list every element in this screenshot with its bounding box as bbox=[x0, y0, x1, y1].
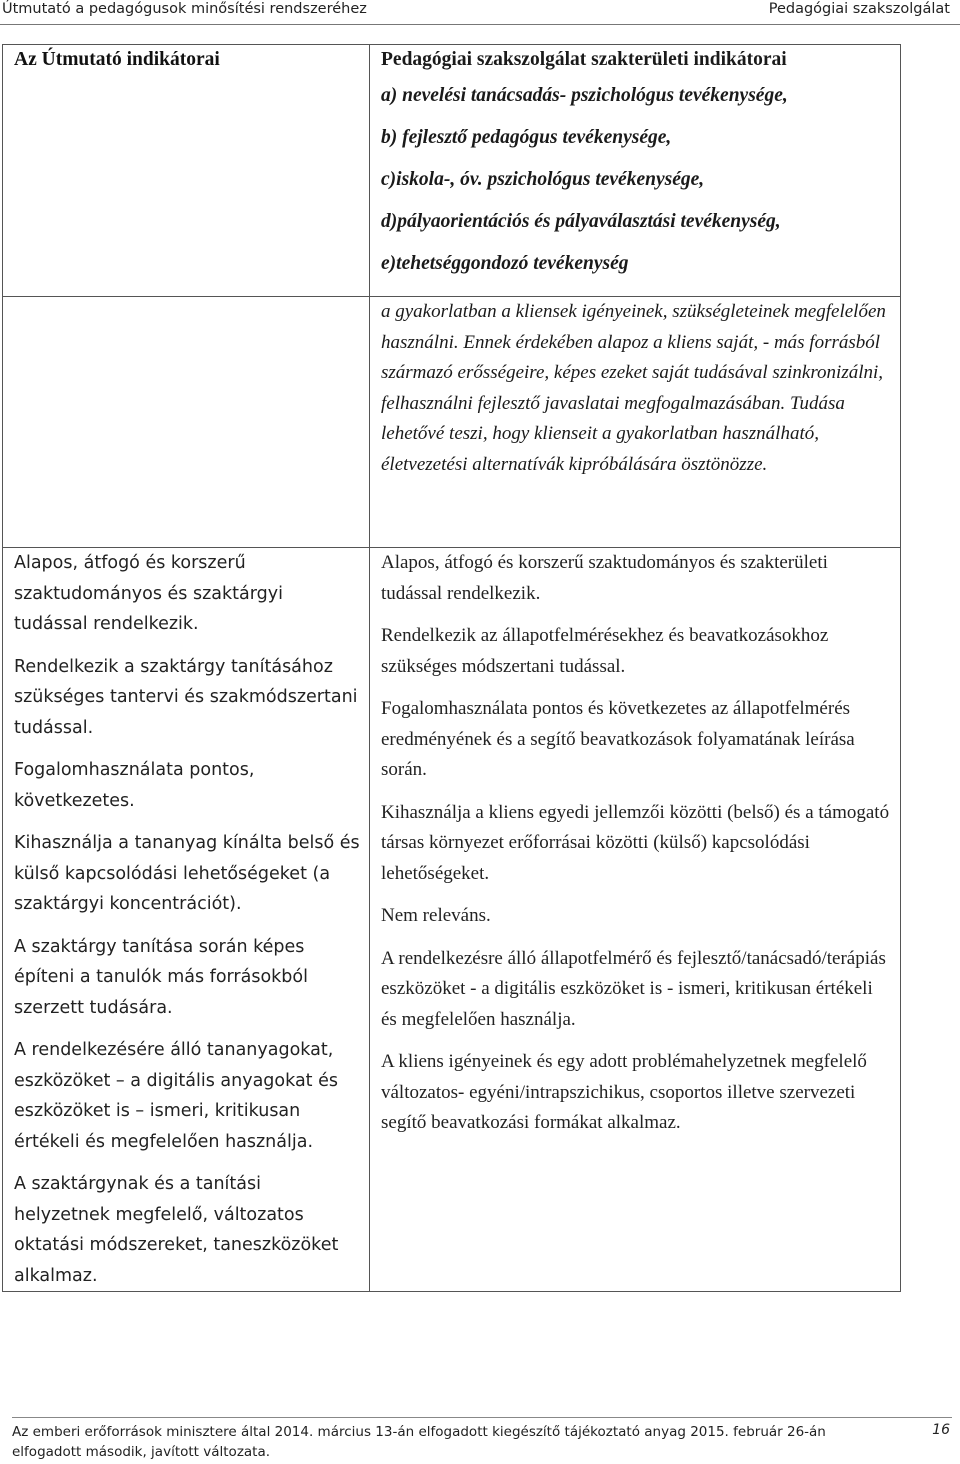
right-indicator: A kliens igényeinek és egy adott problémahelyzetnek megfelelő változatos- egyéni/intrapszichikus, csoportos illetve szervezeti segítő beavatkozási formákat alkalmaz. bbox=[381, 1051, 867, 1133]
table-intro-row bbox=[3, 297, 901, 548]
indicator-cell-left bbox=[3, 548, 370, 1292]
intro-cell-left bbox=[3, 297, 370, 548]
col2-item: c)iskola-, óv. pszichológus tevékenysége, bbox=[381, 169, 705, 190]
right-indicator: Nem releváns. bbox=[381, 905, 491, 926]
table-header-row bbox=[3, 45, 901, 297]
indicator-cell-right bbox=[370, 548, 901, 1292]
right-indicator: A rendelkezésre álló állapotfelmérő és fejlesztő/tanácsadó/terápiás eszközöket - a digitális eszközöket is - ismeri, kritikusan értékeli és megfelelően használja. bbox=[381, 947, 886, 1030]
col2-item: e)tehetséggondozó tevékenység bbox=[381, 253, 629, 274]
header-section-title: Pedagógiai szakszolgálat bbox=[768, 1, 950, 17]
col2-item: a) nevelési tanácsadás- pszichológus tevékenysége, bbox=[381, 85, 788, 106]
header-cell-left bbox=[3, 45, 370, 297]
col2-title: Pedagógiai szakszolgálat szakterületi indikátorai bbox=[381, 49, 787, 70]
indicator-table bbox=[2, 44, 901, 1292]
page-footer bbox=[12, 1422, 952, 1462]
left-indicator: A rendelkezésére álló tananyagokat, eszközöket – a digitális anyagokat és eszközöket is – ismeri, kritikusan értékeli és megfelelően használja. bbox=[14, 1040, 338, 1152]
left-indicator: Rendelkezik a szaktárgy tanításához szükséges tantervi és szakmódszertani tudással. bbox=[14, 656, 358, 738]
page-header bbox=[0, 0, 960, 26]
right-indicator: Rendelkezik az állapotfelmérésekhez és beavatkozásokhoz szükséges módszertani tudással. bbox=[381, 625, 829, 677]
right-indicator: Fogalomhasználata pontos és következetes az állapotfelmérés eredményének és a segítő beavatkozások folyamatának leírása során. bbox=[381, 698, 855, 780]
intro-cell-right bbox=[370, 297, 901, 548]
footer-rule bbox=[12, 1417, 952, 1418]
left-indicator: Kihasználja a tananyag kínálta belső és külső kapcsolódási lehetőségeket (a szaktárgyi koncentrációt). bbox=[14, 833, 360, 914]
page-number: 16 bbox=[932, 1422, 950, 1438]
table-indicator-row bbox=[3, 548, 901, 1292]
col2-item: b) fejlesztő pedagógus tevékenysége, bbox=[381, 127, 672, 148]
left-indicator: A szaktárgynak és a tanítási helyzetnek megfelelő, változatos oktatási módszereket, taneszközöket alkalmaz. bbox=[14, 1174, 339, 1286]
right-indicator: Alapos, átfogó és korszerű szaktudományos és szakterületi tudással rendelkezik. bbox=[381, 552, 828, 604]
header-rule bbox=[0, 24, 960, 25]
left-indicator: A szaktárgy tanítása során képes építeni a tanulók más forrásokból szerzett tudására. bbox=[14, 936, 308, 1018]
left-indicator: Alapos, átfogó és korszerű szaktudományos és szaktárgyi tudással rendelkezik. bbox=[14, 553, 283, 634]
intro-text: a gyakorlatban a kliensek igényeinek, szükségleteinek megfelelően használni. Ennek érdekében alapoz a kliens saját, - más forrásból származó erősségeire, képes ezeket saját tudásával szinkronizálni, felhasználni fejlesztő javaslatai megfogalmazásában. Tudása lehetővé teszi, hogy klienseit a gyakorlatban használható, életvezetési alternatívák kipróbálására ösztönözze. bbox=[381, 301, 886, 475]
header-document-title: Útmutató a pedagógusok minősítési rendszeréhez bbox=[2, 1, 367, 17]
left-indicator: Fogalomhasználata pontos, következetes. bbox=[14, 760, 255, 811]
col1-title: Az Útmutató indikátorai bbox=[14, 49, 220, 70]
footer-text: Az emberi erőforrások minisztere által 2014. március 13-án elfogadott kiegészítő tájékoztató anyag 2015. február 26-án elfogadott második, javított változata. bbox=[12, 1424, 826, 1460]
header-cell-right bbox=[370, 45, 901, 297]
col2-item: d)pályaorientációs és pályaválasztási tevékenység, bbox=[381, 211, 781, 232]
right-indicator: Kihasználja a kliens egyedi jellemzői közötti (belső) és a támogató társas környezet erőforrásai közötti (külső) kapcsolódási lehetőségeket. bbox=[381, 801, 890, 884]
